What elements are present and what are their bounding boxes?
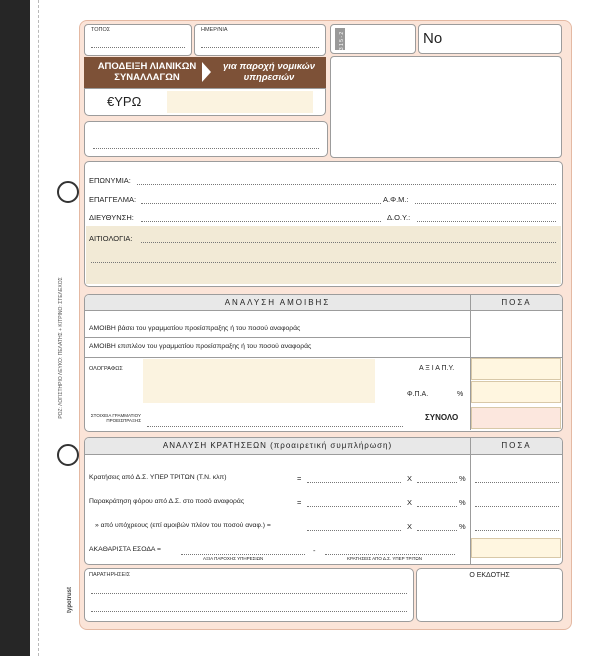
deduction-row-1-label: Κρατήσεις από Δ.Σ. ΥΠΕΡ ΤΡΙΤΩΝ (Τ.Ν. κλπ) (89, 474, 227, 481)
net-deduction-field[interactable] (325, 554, 455, 555)
issuer-label: Ο ΕΚΔΟΤΗΣ (469, 572, 510, 579)
vat-label: Φ.Π.Α. (407, 391, 429, 398)
net-sub-right: ΚΡΑΤΗΣΕΙΣ ΑΠΟ Δ.Σ. ΥΠΕΡ ΤΡΙΤΩΝ (347, 556, 422, 561)
deduction-row-1-rate[interactable] (417, 482, 457, 483)
doy-field[interactable] (417, 221, 556, 222)
receipt-title-band (84, 57, 326, 88)
deduction-row-2-label: Παρακράτηση φόρου από Δ.Σ. στο ποσό αναφοράς (89, 498, 245, 505)
deduction-row-2-rate[interactable] (417, 506, 457, 507)
brand-logo: typotrust (67, 587, 73, 613)
issuer-stamp-area[interactable] (330, 56, 562, 158)
deduction-row-3-rate[interactable] (417, 530, 457, 531)
deduction-row-2-field[interactable] (307, 506, 401, 507)
vat-amount-cell[interactable] (471, 381, 561, 403)
extra-info-box[interactable] (84, 121, 328, 157)
perforation-line (38, 0, 39, 656)
net-sub-left: ΑΞΙΑ ΠΑΡΟΧΗΣ ΥΠΗΡΕΣΙΩΝ (203, 556, 264, 561)
deductions-header: ΑΝΑΛΥΣΗ ΚΡΑΤΗΣΕΩΝ (προαιρετική συμπλήρωση) (85, 438, 470, 455)
number-box[interactable] (418, 24, 562, 54)
place-label: ΤΟΠΟΣ (91, 27, 111, 33)
remarks-label: ΠΑΡΑΤΗΡΗΣΕΙΣ (89, 572, 131, 578)
total-label: ΣΥΝΟΛΟ (425, 413, 459, 422)
deduction-row-3-percent: % (459, 522, 466, 531)
fee-row-1-label: ΑΜΟΙΒΗ βάσει του γραμματίου προείσπραξης ή του ποσού αναφοράς (89, 325, 301, 332)
stamp-label-line-1: ΣΤΟΙΧΕΙΑ ΓΡΑΜΜΑΤΙΟΥ (90, 413, 141, 418)
copy-distribution-note: ΡΟΖ: ΛΟΓΙΣΤΗΡΙΟ ΛΕΥΚΟ: ΠΕΛΑΤΗΣ + ΚΙΤΡΙΝΟ: ΣΤΕΛΕΧΟΣ (58, 277, 64, 419)
deduction-row-2-equals: = (297, 498, 302, 507)
in-words-field[interactable] (143, 359, 375, 403)
in-words-label: ΟΛΟΓΡΑΦΩΣ (89, 366, 123, 372)
profession-field[interactable] (141, 203, 381, 204)
reason-field-line-2[interactable] (91, 262, 556, 263)
binder-hole (57, 444, 79, 466)
deduction-row-3-amount[interactable] (475, 530, 559, 531)
deduction-row-3-field[interactable] (307, 530, 401, 531)
stamp-label-line-2: ΠΡΟΕΙΣΠΡΑΞΗΣ (106, 418, 141, 423)
name-field[interactable] (137, 184, 556, 185)
address-field[interactable] (141, 221, 381, 222)
place-field[interactable] (84, 24, 192, 56)
reason-shaded-area (86, 226, 561, 284)
net-income-label: ΑΚΑΘΑΡΙΣΤΑ ΕΣΟΔΑ = (89, 546, 161, 553)
fees-amount-header: ΠΟΣΑ (471, 295, 562, 311)
net-minus-sign: - (313, 546, 316, 555)
deduction-row-3-times: Χ (407, 522, 413, 531)
stamp-field[interactable] (147, 426, 403, 427)
series-box (330, 24, 416, 54)
number-label: No (423, 30, 443, 47)
net-income-amount-cell[interactable] (471, 538, 561, 558)
address-label: ΔΙΕΥΘΥΝΣΗ: (89, 213, 134, 222)
vat-percent-sign: % (457, 391, 464, 398)
deduction-row-2-times: Χ (407, 498, 413, 507)
deduction-row-1-times: Χ (407, 474, 413, 483)
deduction-row-3-label: » από υπόχρεους (επί αμοιβών πλέον του ποσού αναφ.) = (95, 522, 271, 529)
issuer-signature-box[interactable] (416, 568, 563, 622)
deduction-row-1-equals: = (297, 474, 302, 483)
deduction-row-1-amount[interactable] (475, 482, 559, 483)
binding-spine (0, 0, 30, 656)
fee-row-2-label: ΑΜΟΙΒΗ επιπλέον του γραμματίου προείσπραξης ή του ποσού αναφοράς (89, 343, 312, 350)
remarks-box[interactable] (84, 568, 414, 622)
date-field[interactable] (194, 24, 326, 56)
afm-field[interactable] (415, 203, 556, 204)
profession-label: ΕΠΑΓΓΕΛΜΑ: (89, 195, 137, 204)
doy-label: Δ.Ο.Υ.: (387, 213, 411, 222)
name-label: ΕΠΩΝΥΜΙΑ: (89, 176, 131, 185)
stamp-label (87, 413, 141, 423)
net-service-value-field[interactable] (181, 554, 305, 555)
date-label: ΗΜΕΡ/ΝΙΑ (201, 27, 228, 33)
fees-header: ΑΝΑΛΥΣΗ ΑΜΟΙΒΗΣ (85, 295, 470, 311)
reason-field[interactable] (141, 242, 556, 243)
total-amount-cell[interactable] (471, 407, 561, 429)
reason-label: ΑΙΤΙΟΛΟΓΙΑ: (89, 234, 133, 243)
receipt-subtitle: για παροχή νομικών υπηρεσιών (222, 61, 315, 83)
afm-label: Α.Φ.Μ.: (383, 195, 409, 204)
deductions-amount-header: ΠΟΣΑ (471, 438, 562, 455)
deduction-row-2-amount[interactable] (475, 506, 559, 507)
arrow-icon (202, 62, 211, 82)
binder-hole (57, 181, 79, 203)
deduction-row-1-percent: % (459, 474, 466, 483)
value-label: Α Ξ Ι Α Π.Υ. (419, 365, 455, 372)
deduction-row-2-percent: % (459, 498, 466, 507)
amount-shaded-area (167, 91, 313, 113)
currency-label: €ΥΡΩ (107, 94, 142, 109)
amount-euro-box[interactable] (84, 88, 326, 116)
fees-section (84, 294, 563, 432)
customer-section (84, 161, 563, 287)
deductions-section (84, 437, 563, 565)
value-amount-cell[interactable] (471, 358, 561, 380)
receipt-title: ΑΠΟΔΕΙΞΗ ΛΙΑΝΙΚΩΝ ΣΥΝΑΛΛΑΓΩΝ (97, 61, 197, 83)
series-code: 3 1 5 - 2 (339, 31, 346, 51)
deduction-row-1-field[interactable] (307, 482, 401, 483)
